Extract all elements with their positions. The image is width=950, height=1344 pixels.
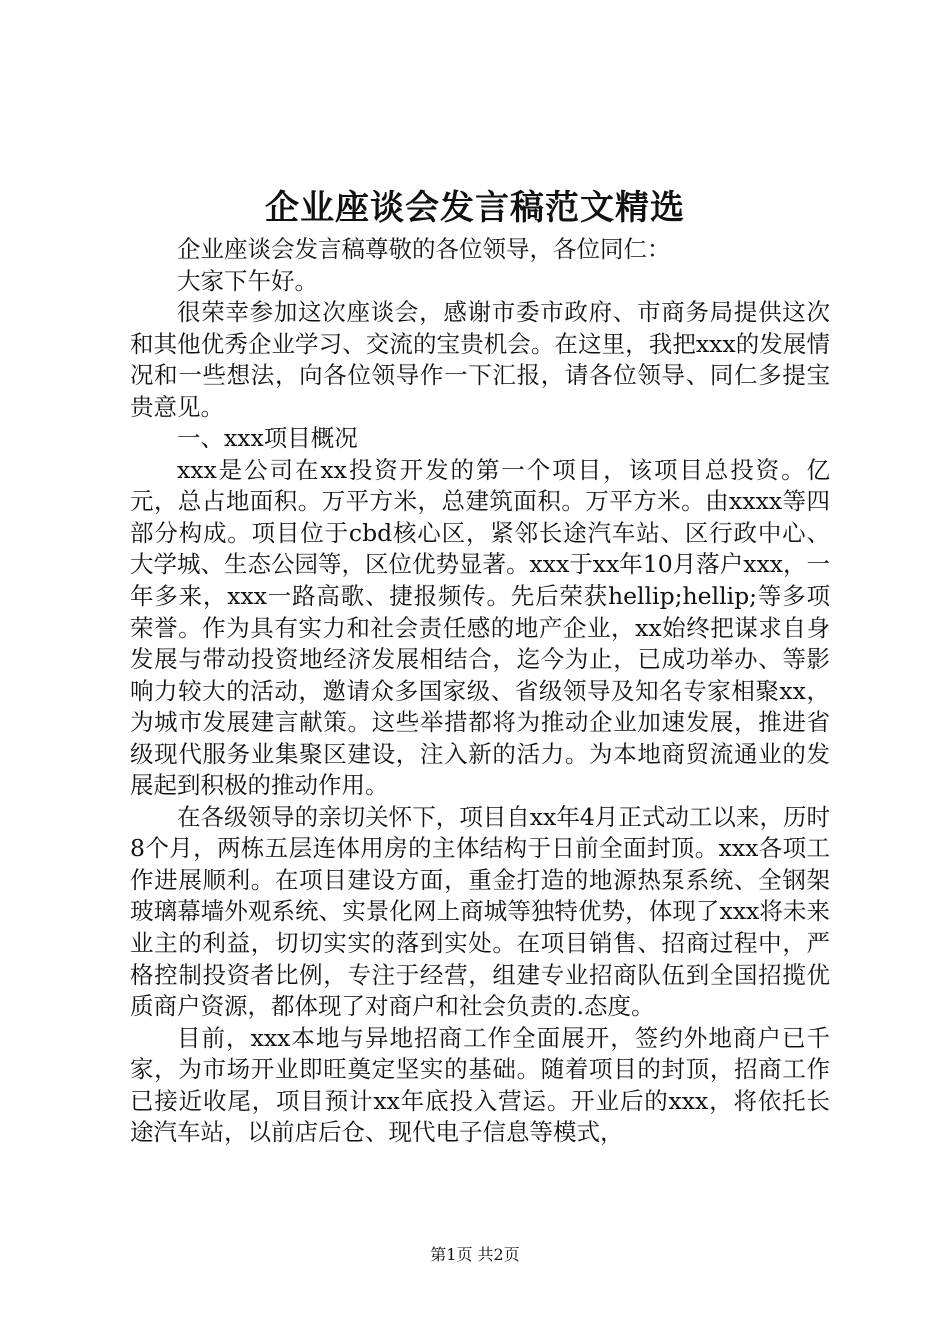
document-title: 企业座谈会发言稿范文精选 [265,188,685,228]
paragraph-greeting: 大家下午好。 [177,266,318,295]
paragraph-construction-progress: 在各级领导的亲切关怀下，项目自xx年4月正式动工以来，历时8个月，两栋五层连体用房的主体结构于日前全面封顶。xxx各项工作进展顺利。在项目建设方面，重金打造的地源热泵系统、全钢架玻璃幕墙外观系统、实景化网上商城等独特优势，体现了xxx将未来业主的利益，切切实实的落到实处。在项目销售、招商过程中，严格控制投资者比例，专注于经营，组建专业招商队伍到全国招揽优质商户资源，都体现了对商户和社会负责的.态度。 [130,802,830,1021]
paragraph-project-overview: xxx是公司在xx投资开发的第一个项目，该项目总投资。亿元，总占地面积。万平方米，总建筑面积。万平方米。由xxxx等四部分构成。项目位于cbd核心区，紧邻长途汽车站、区行政中心、大学城、生态公园等，区位优势显著。xxx于xx年10月落户xxx，一年多来，xxx一路高歌、捷报频传。先后荣获hellip;hellip;等多项荣誉。作为具有实力和社会责任感的地产企业，xx始终把谋求自身发展与带动投资地经济发展相结合，迄今为止，已成功举办、等影响力较大的活动，邀请众多国家级、省级领导及知名专家相聚xx，为城市发展建言献策。这些举措都将为推动企业加速发展，推进省级现代服务业集聚区建设，注入新的活力。为本地商贸流通业的发展起到积极的推动作用。 [130,455,830,800]
paragraph-current-status: 目前，xxx本地与异地招商工作全面展开，签约外地商户已千家，为市场开业即旺奠定坚实的基础。随着项目的封顶，招商工作已接近收尾，项目预计xx年底投入营运。开业后的xxx，将依托长途汽车站，以前店后仓、现代电子信息等模式， [130,1023,830,1147]
page-footer: 第1页 共2页 [430,1245,520,1264]
section-heading: 一、xxx项目概况 [177,424,358,453]
paragraph-salutation: 企业座谈会发言稿尊敬的各位领导，各位同仁： [177,235,671,263]
document-body [130,234,830,1149]
paragraph-intro: 很荣幸参加这次座谈会，感谢市委市政府、市商务局提供这次和其他优秀企业学习、交流的宝贵机会。在这里，我把xxx的发展情况和一些想法，向各位领导作一下汇报，请各位领导、同仁多提宝贵意见。 [130,298,830,421]
